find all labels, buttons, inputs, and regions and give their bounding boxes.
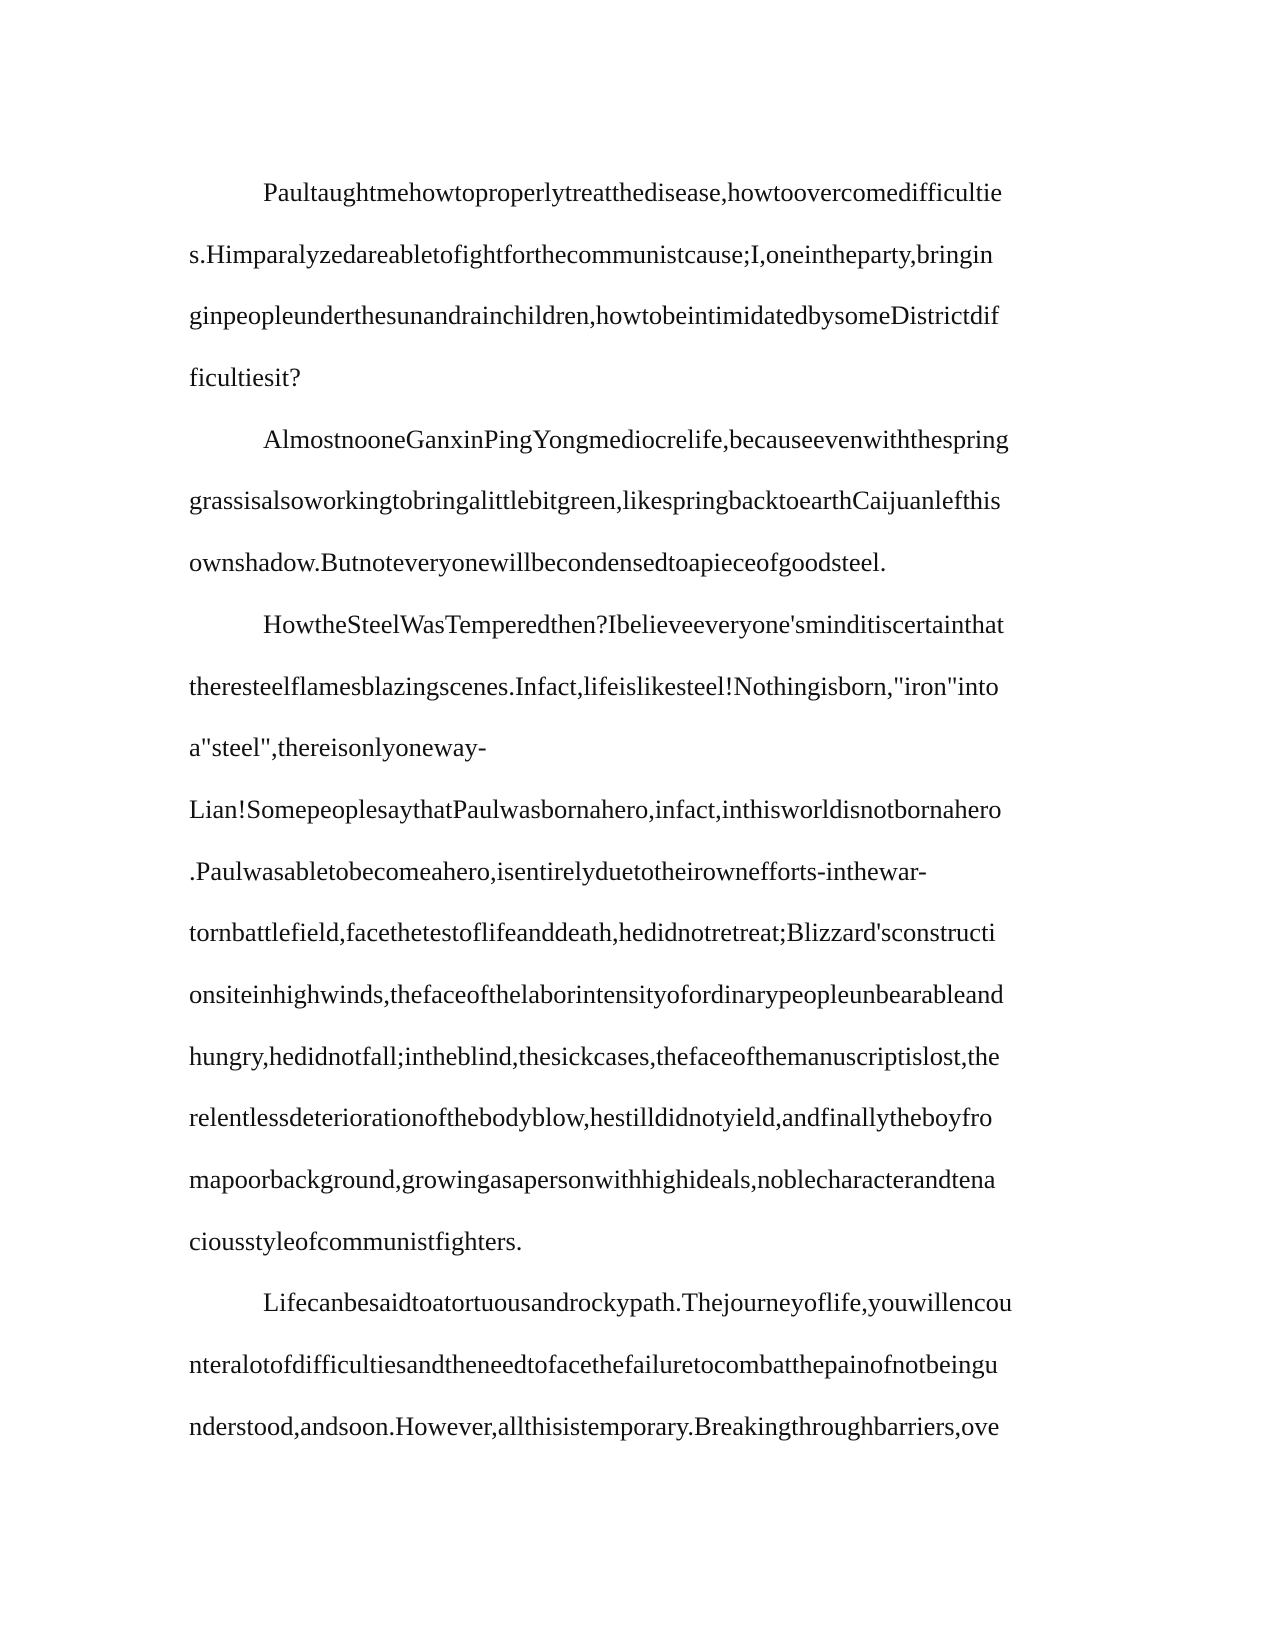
text-line: AlmostnooneGanxinPingYongmediocrelife,becauseevenwiththespring <box>263 423 1009 454</box>
text-line: theresteelflamesblazingscenes.Infact,lifeislikesteel!Nothingisborn,"iron"into <box>189 670 999 701</box>
text-line: ficultiesit? <box>189 362 301 393</box>
paragraph-1 <box>189 162 1109 409</box>
document-body <box>189 162 1109 1457</box>
paragraph-4 <box>189 1272 1109 1457</box>
text-line: ciousstyleofcommunistfighters. <box>189 1225 523 1256</box>
text-line: onsiteinhighwinds,thefaceofthelaborintensityofordinarypeopleunbearableand <box>189 978 1004 1009</box>
text-line: s.Himparalyzedareabletofightforthecommunistcause;I,oneintheparty,bringin <box>189 238 994 269</box>
text-line: tornbattlefield,facethetestoflifeanddeath,hedidnotretreat;Blizzard'sconstructi <box>189 917 996 948</box>
text-line: a"steel",thereisonlyoneway- <box>189 732 487 763</box>
text-line: hungry,hedidnotfall;intheblind,thesickcases,thefaceofthemanuscriptislost,the <box>189 1040 1000 1071</box>
text-line: nderstood,andsoon.However,allthisistemporary.Breakingthroughbarriers,ove <box>189 1410 1000 1441</box>
text-line: .Paulwasabletobecomeahero,isentirelyduetotheirownefforts-inthewar- <box>189 855 927 886</box>
text-line: Paultaughtmehowtoproperlytreatthedisease,howtoovercomedifficultie <box>263 177 1003 207</box>
text-line: grassisalsoworkingtobringalittlebitgreen,likespringbacktoearthCaijuanlefthis <box>189 485 1001 516</box>
text-line: HowtheSteelWasTemperedthen?Ibelieveeveryone'sminditiscertainthat <box>263 608 1005 639</box>
text-line: ownshadow.Butnoteveryonewillbecondensedtoapieceofgoodsteel. <box>189 547 887 578</box>
paragraph-2 <box>189 409 1109 594</box>
text-line: Lifecanbesaidtoatortuousandrockypath.Thejourneyoflife,youwillencou <box>263 1287 1013 1318</box>
text-line: relentlessdeteriorationofthebodyblow,hestilldidnotyield,andfinallytheboyfro <box>189 1102 993 1133</box>
text-line: ginpeopleunderthesunandrainchildren,howtobeintimidatedbysomeDistrictdif <box>189 300 1000 331</box>
paragraph-3 <box>189 594 1109 1273</box>
text-line: mapoorbackground,growingasapersonwithhighideals,noblecharacterandtena <box>189 1164 996 1194</box>
text-line: Lian!SomepeoplesaythatPaulwasbornahero,infact,inthisworldisnotbornahero <box>189 793 1002 824</box>
text-line: nteralotofdifficultiesandtheneedtofacethefailuretocombatthepainofnotbeingu <box>189 1349 998 1380</box>
